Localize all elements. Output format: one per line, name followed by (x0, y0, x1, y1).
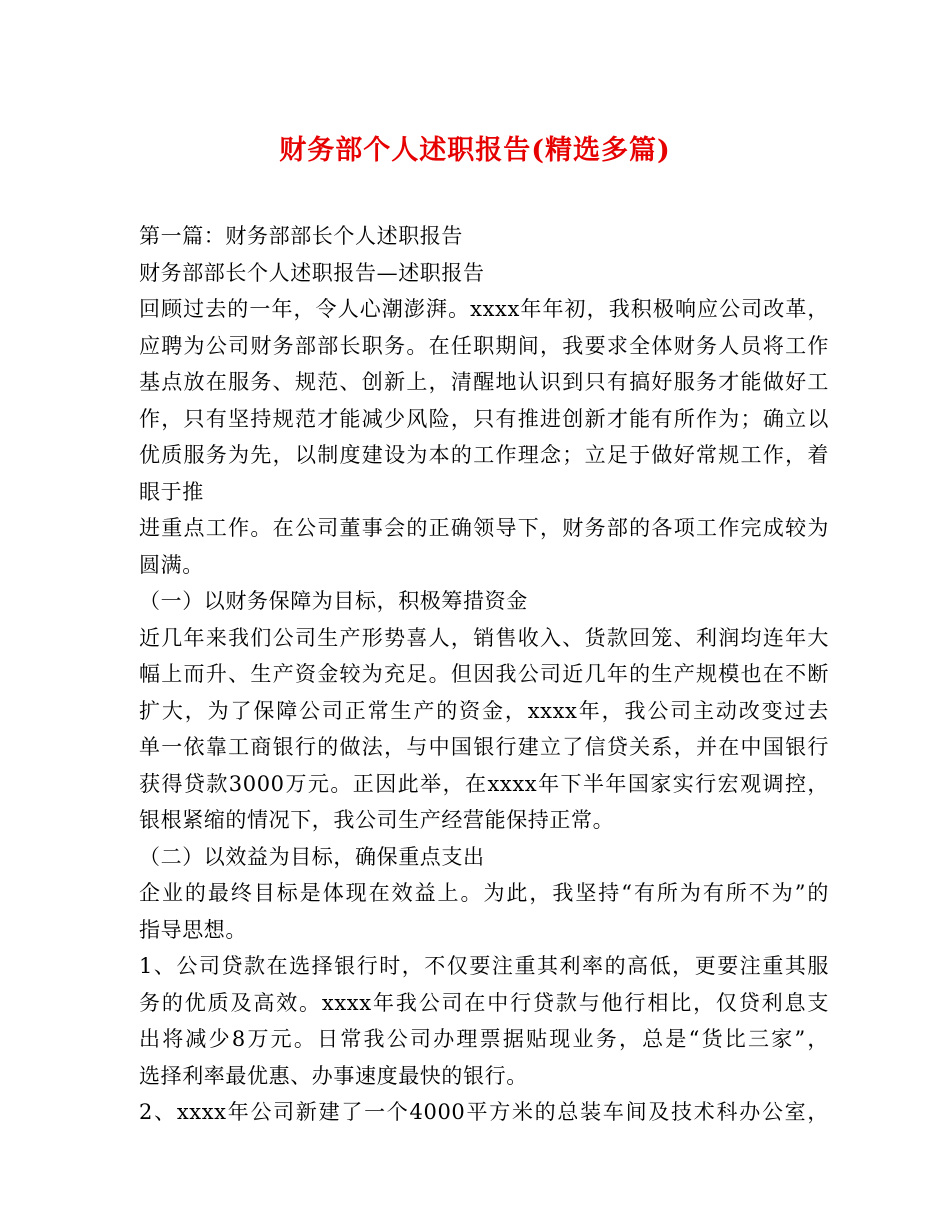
text-line: 基点放在服务、规范、创新上，清醒地认识到只有搞好服务才能做好工 (139, 370, 829, 394)
text-line: 幅上而升、生产资金较为充足。但因我公司近几年的生产规模也在不断 (139, 662, 829, 686)
text-line: 出将减少8万元。日常我公司办理票据贴现业务，总是“货比三家”， (139, 1027, 829, 1051)
text-line: 务的优质及高效。xxxx年我公司在中行贷款与他行相比，仅贷利息支 (139, 990, 829, 1015)
text-line: 选择利率最优惠、办事速度最快的银行。 (139, 1063, 528, 1088)
text-line: 企业的最终目标是体现在效益上。为此，我坚持“有所为有所不为”的 (139, 881, 829, 905)
text-line: 扩大，为了保障公司正常生产的资金，xxxx年，我公司主动改变过去 (139, 698, 829, 723)
text-line: 指导思想。 (139, 917, 247, 942)
text-line: 获得贷款3000万元。正因此举，在xxxx年下半年国家实行宏观调控， (139, 771, 829, 796)
subsection-heading: （二）以效益为目标，确保重点支出 (139, 844, 485, 869)
document-title: 财务部个人述职报告(精选多篇) (279, 135, 671, 166)
text-line: 作，只有坚持规范才能减少风险，只有推进创新才能有所作为；确立以 (139, 406, 829, 431)
list-item-line: 2、xxxx年公司新建了一个4000平方米的总装车间及技术科办公室， (139, 1100, 829, 1124)
text-line: 近几年来我们公司生产形势喜人，销售收入、货款回笼、利润均连年大 (139, 625, 829, 650)
section-heading: 第一篇：财务部部长个人述职报告 (139, 224, 463, 248)
subsection-heading: （一）以财务保障为目标，积极筹措资金 (139, 589, 528, 613)
document-body (139, 218, 829, 1131)
text-line: 回顾过去的一年，令人心潮澎湃。xxxx年年初，我积极响应公司改革， (139, 297, 829, 321)
text-line: 银根紧缩的情况下，我公司生产经营能保持正常。 (139, 808, 615, 832)
text-line: 圆满。 (139, 552, 204, 577)
text-line: 应聘为公司财务部部长职务。在任职期间，我要求全体财务人员将工作 (139, 333, 829, 358)
text-line: 优质服务为先，以制度建设为本的工作理念；立足于做好常规工作，着 (139, 443, 829, 467)
text-line: 财务部部长个人述职报告—述职报告 (139, 260, 485, 285)
list-item-line: 1、公司贷款在选择银行时，不仅要注重其利率的高低，更要注重其服 (139, 954, 829, 978)
text-line: 进重点工作。在公司董事会的正确领导下，财务部的各项工作完成较为 (139, 516, 829, 540)
text-line: 单一依靠工商银行的做法，与中国银行建立了信贷关系，并在中国银行 (139, 735, 829, 759)
text-line: 眼于推 (139, 479, 204, 504)
